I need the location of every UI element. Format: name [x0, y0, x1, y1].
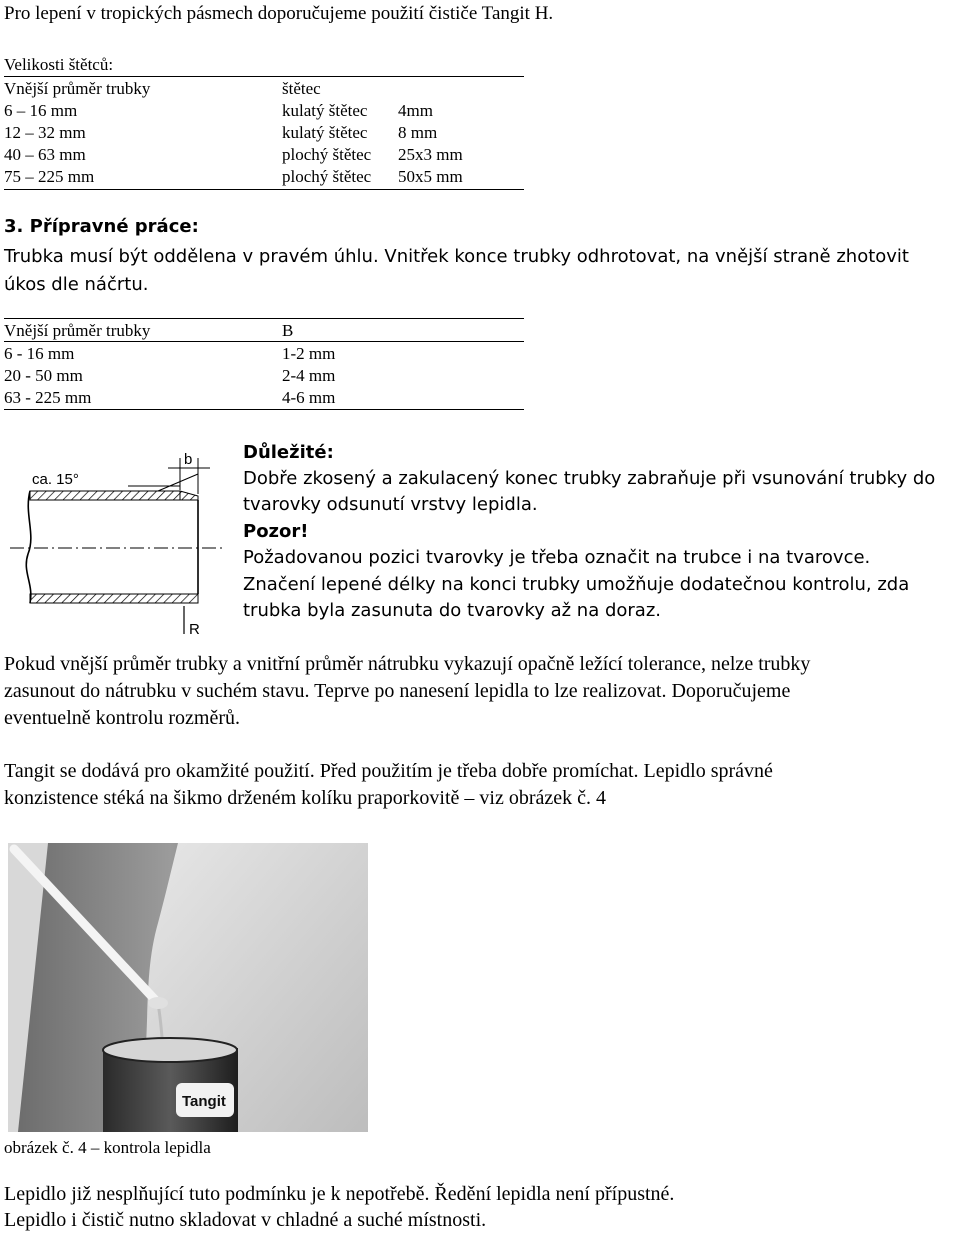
paragraph-line: eventuelně kontrolu rozměrů.: [4, 707, 241, 729]
b-table-header-b: B: [282, 321, 294, 340]
brush-diameter: 75 – 225 mm: [4, 167, 95, 186]
brush-type: plochý štětec: [282, 145, 372, 164]
b-value: 4-6 mm: [282, 388, 336, 407]
brush-table-bottom-rule: [4, 189, 524, 190]
important-heading: Důležité:: [243, 442, 334, 463]
can-rim: [103, 1038, 237, 1062]
brush-table-title: Velikosti štětců:: [4, 55, 114, 74]
paragraph-line: Tangit se dodává pro okamžité použití. Před použitím je třeba dobře promíchat. Lepidlo správné: [4, 760, 773, 782]
glue-drop: [148, 997, 168, 1009]
section-heading: 3. Přípravné práce:: [4, 216, 199, 237]
pipe-bottom-wall: [30, 594, 198, 603]
closing-line: Lepidlo i čistič nutno skladovat v chladné a suché místnosti.: [4, 1209, 487, 1231]
angle-line: [158, 474, 198, 491]
paragraph-line: Pokud vnější průměr trubky a vnitřní průměr nátrubku vykazují opačně ležící tolerance, nelze trubky: [4, 653, 811, 675]
section3-text-line: Trubka musí být oddělena v pravém úhlu. Vnitřek konce trubky odhrotovat, na vnější straně zhotovit: [4, 246, 909, 267]
closing-line: Lepidlo již nesplňující tuto podmínku je k nepotřebě. Ředění lepidla není přípustné.: [4, 1183, 675, 1205]
brush-size: 4mm: [398, 101, 433, 120]
brush-type: plochý štětec: [282, 167, 372, 186]
glue-check-photo: [8, 843, 368, 1132]
brush-size: 8 mm: [398, 123, 438, 142]
warning-heading: Pozor!: [243, 521, 309, 542]
pipe-bevel: [180, 491, 198, 500]
photo-caption: obrázek č. 4 – kontrola lepidla: [4, 1138, 211, 1157]
brush-table-header-diameter: Vnější průměr trubky: [4, 79, 151, 98]
pipe-bevel-diagram: [8, 444, 223, 639]
b-table-header-rule: [4, 341, 524, 342]
can-label: Tangit: [182, 1093, 226, 1110]
brush-diameter: 40 – 63 mm: [4, 145, 86, 164]
angle-label: ca. 15°: [32, 471, 79, 488]
pipe-top-wall: [30, 491, 180, 500]
b-diameter: 6 - 16 mm: [4, 344, 75, 363]
brush-diameter: 6 – 16 mm: [4, 101, 78, 120]
paragraph-line: zasunout do nátrubku v suchém stavu. Teprve po nanesení lepidla to lze realizovat. Doporučujeme: [4, 680, 791, 702]
section3-text-line: úkos dle náčrtu.: [4, 274, 149, 295]
brush-type: kulatý štětec: [282, 123, 368, 142]
b-diameter: 63 - 225 mm: [4, 388, 92, 407]
important-text-line: Požadovanou pozici tvarovky je třeba označit na trubce i na tvarovce.: [243, 547, 871, 568]
b-value: 1-2 mm: [282, 344, 336, 363]
pipe-break-line: [26, 491, 31, 603]
brush-type: kulatý štětec: [282, 101, 368, 120]
brush-diameter: 12 – 32 mm: [4, 123, 86, 142]
brush-table-top-rule: [4, 76, 524, 77]
b-table-top-rule: [4, 318, 524, 319]
brush-size: 25x3 mm: [398, 145, 463, 164]
important-text-line: trubka byla zasunuta do tvarovky až na doraz.: [243, 600, 661, 621]
r-label: R: [189, 621, 200, 638]
brush-size: 50x5 mm: [398, 167, 463, 186]
paragraph-line: konzistence stéká na šikmo drženém kolíku praporkovitě – viz obrázek č. 4: [4, 787, 607, 809]
b-value: 2-4 mm: [282, 366, 336, 385]
brush-table-header-brush: štětec: [282, 79, 321, 98]
important-text-line: tvarovky odsunutí vrstvy lepidla.: [243, 494, 538, 515]
intro-text: Pro lepení v tropických pásmech doporučujeme použití čističe Tangit H.: [4, 3, 554, 24]
b-diameter: 20 - 50 mm: [4, 366, 83, 385]
important-text-line: Dobře zkosený a zakulacený konec trubky zabraňuje při vsunování trubky do: [243, 468, 936, 489]
b-label: b: [184, 451, 193, 468]
important-text-line: Značení lepené délky na konci trubky umožňuje dodatečnou kontrolu, zda: [243, 574, 910, 595]
b-table-bottom-rule: [4, 409, 524, 410]
b-table-header-diameter: Vnější průměr trubky: [4, 321, 151, 340]
